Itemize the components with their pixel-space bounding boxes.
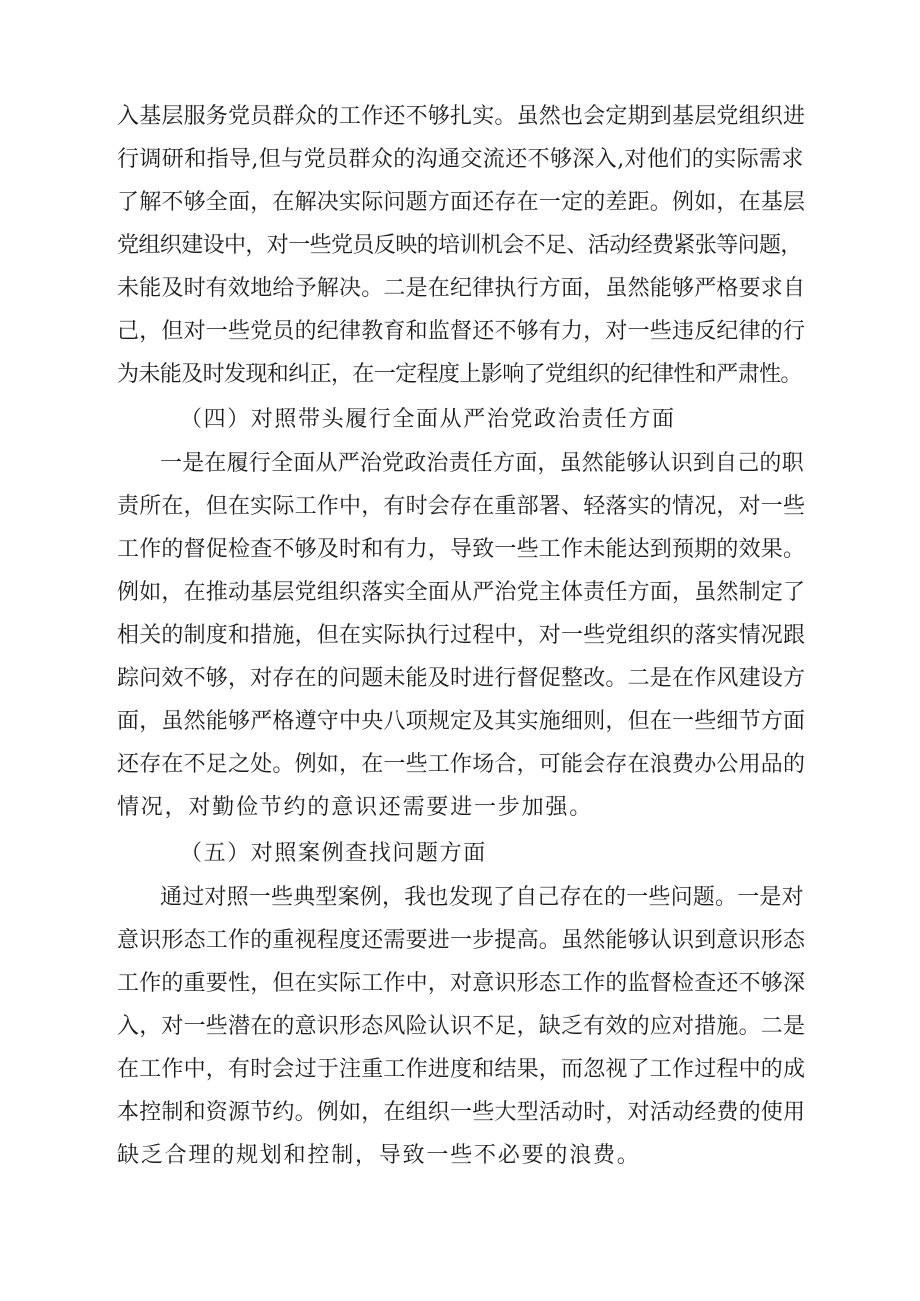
paragraph-line: 入，对一些潜在的意识形态风险认识不足，缺乏有效的应对措施。二是 (117, 1014, 806, 1039)
paragraph-line: 缺乏合理的规划和控制，导致一些不必要的浪费。 (117, 1143, 641, 1168)
paragraph-line: 入基层服务党员群众的工作还不够扎实。虽然也会定期到基层党组织进 (117, 104, 806, 129)
section-heading-4: （四）对照带头履行全面从严治党政治责任方面 (180, 407, 676, 432)
paragraph-line: 党组织建设中，对一些党员反映的培训机会不足、活动经费紧张等问题， (117, 233, 802, 258)
section-heading-5: （五）对照案例查找问题方面 (180, 841, 487, 866)
paragraph-line: 例如，在推动基层党组织落实全面从严治党主体责任方面，虽然制定了 (117, 580, 806, 605)
paragraph-line: 意识形态工作的重视程度还需要进一步提高。虽然能够认识到意识形态 (117, 928, 806, 953)
paragraph-line: 责所在，但在实际工作中，有时会存在重部署、轻落实的情况，对一些 (117, 494, 806, 519)
paragraph-line: 情况，对勤俭节约的意识还需要进一步加强。 (117, 795, 594, 820)
paragraph-line: 通过对照一些典型案例，我也发现了自己存在的一些问题。一是对 (160, 885, 804, 910)
paragraph-line: 在工作中，有时会过于注重工作进度和结果，而忽视了工作过程中的成 (117, 1057, 806, 1082)
paragraph-line: 工作的重要性，但在实际工作中，对意识形态工作的监督检查还不够深 (117, 971, 806, 996)
paragraph-line: 一是在履行全面从严治党政治责任方面，虽然能够认识到自己的职 (160, 451, 804, 476)
paragraph-line: 为未能及时发现和纠正，在一定程度上影响了党组织的纪律性和严肃性。 (117, 362, 802, 387)
paragraph-line: 还存在不足之处。例如，在一些工作场合，可能会存在浪费办公用品的 (117, 752, 806, 777)
paragraph-line: 面，虽然能够严格遵守中央八项规定及其实施细则，但在一些细节方面 (117, 709, 806, 734)
paragraph-line: 踪问效不够，对存在的问题未能及时进行督促整改。二是在作风建设方 (117, 666, 806, 691)
paragraph-line: 工作的督促检查不够及时和有力，导致一些工作未能达到预期的效果。 (117, 537, 806, 562)
paragraph-line: 未能及时有效地给予解决。二是在纪律执行方面，虽然能够严格要求自 (117, 276, 806, 301)
paragraph-line: 相关的制度和措施，但在实际执行过程中，对一些党组织的落实情况跟 (117, 623, 806, 648)
paragraph-line: 了解不够全面，在解决实际问题方面还存在一定的差距。例如，在基层 (117, 190, 806, 215)
paragraph-line: 行调研和指导,但与党员群众的沟通交流还不够深入,对他们的实际需求 (117, 147, 804, 172)
paragraph-line: 本控制和资源节约。例如，在组织一些大型活动时，对活动经费的使用 (117, 1100, 806, 1125)
paragraph-line: 己，但对一些党员的纪律教育和监督还不够有力，对一些违反纪律的行 (117, 319, 806, 344)
